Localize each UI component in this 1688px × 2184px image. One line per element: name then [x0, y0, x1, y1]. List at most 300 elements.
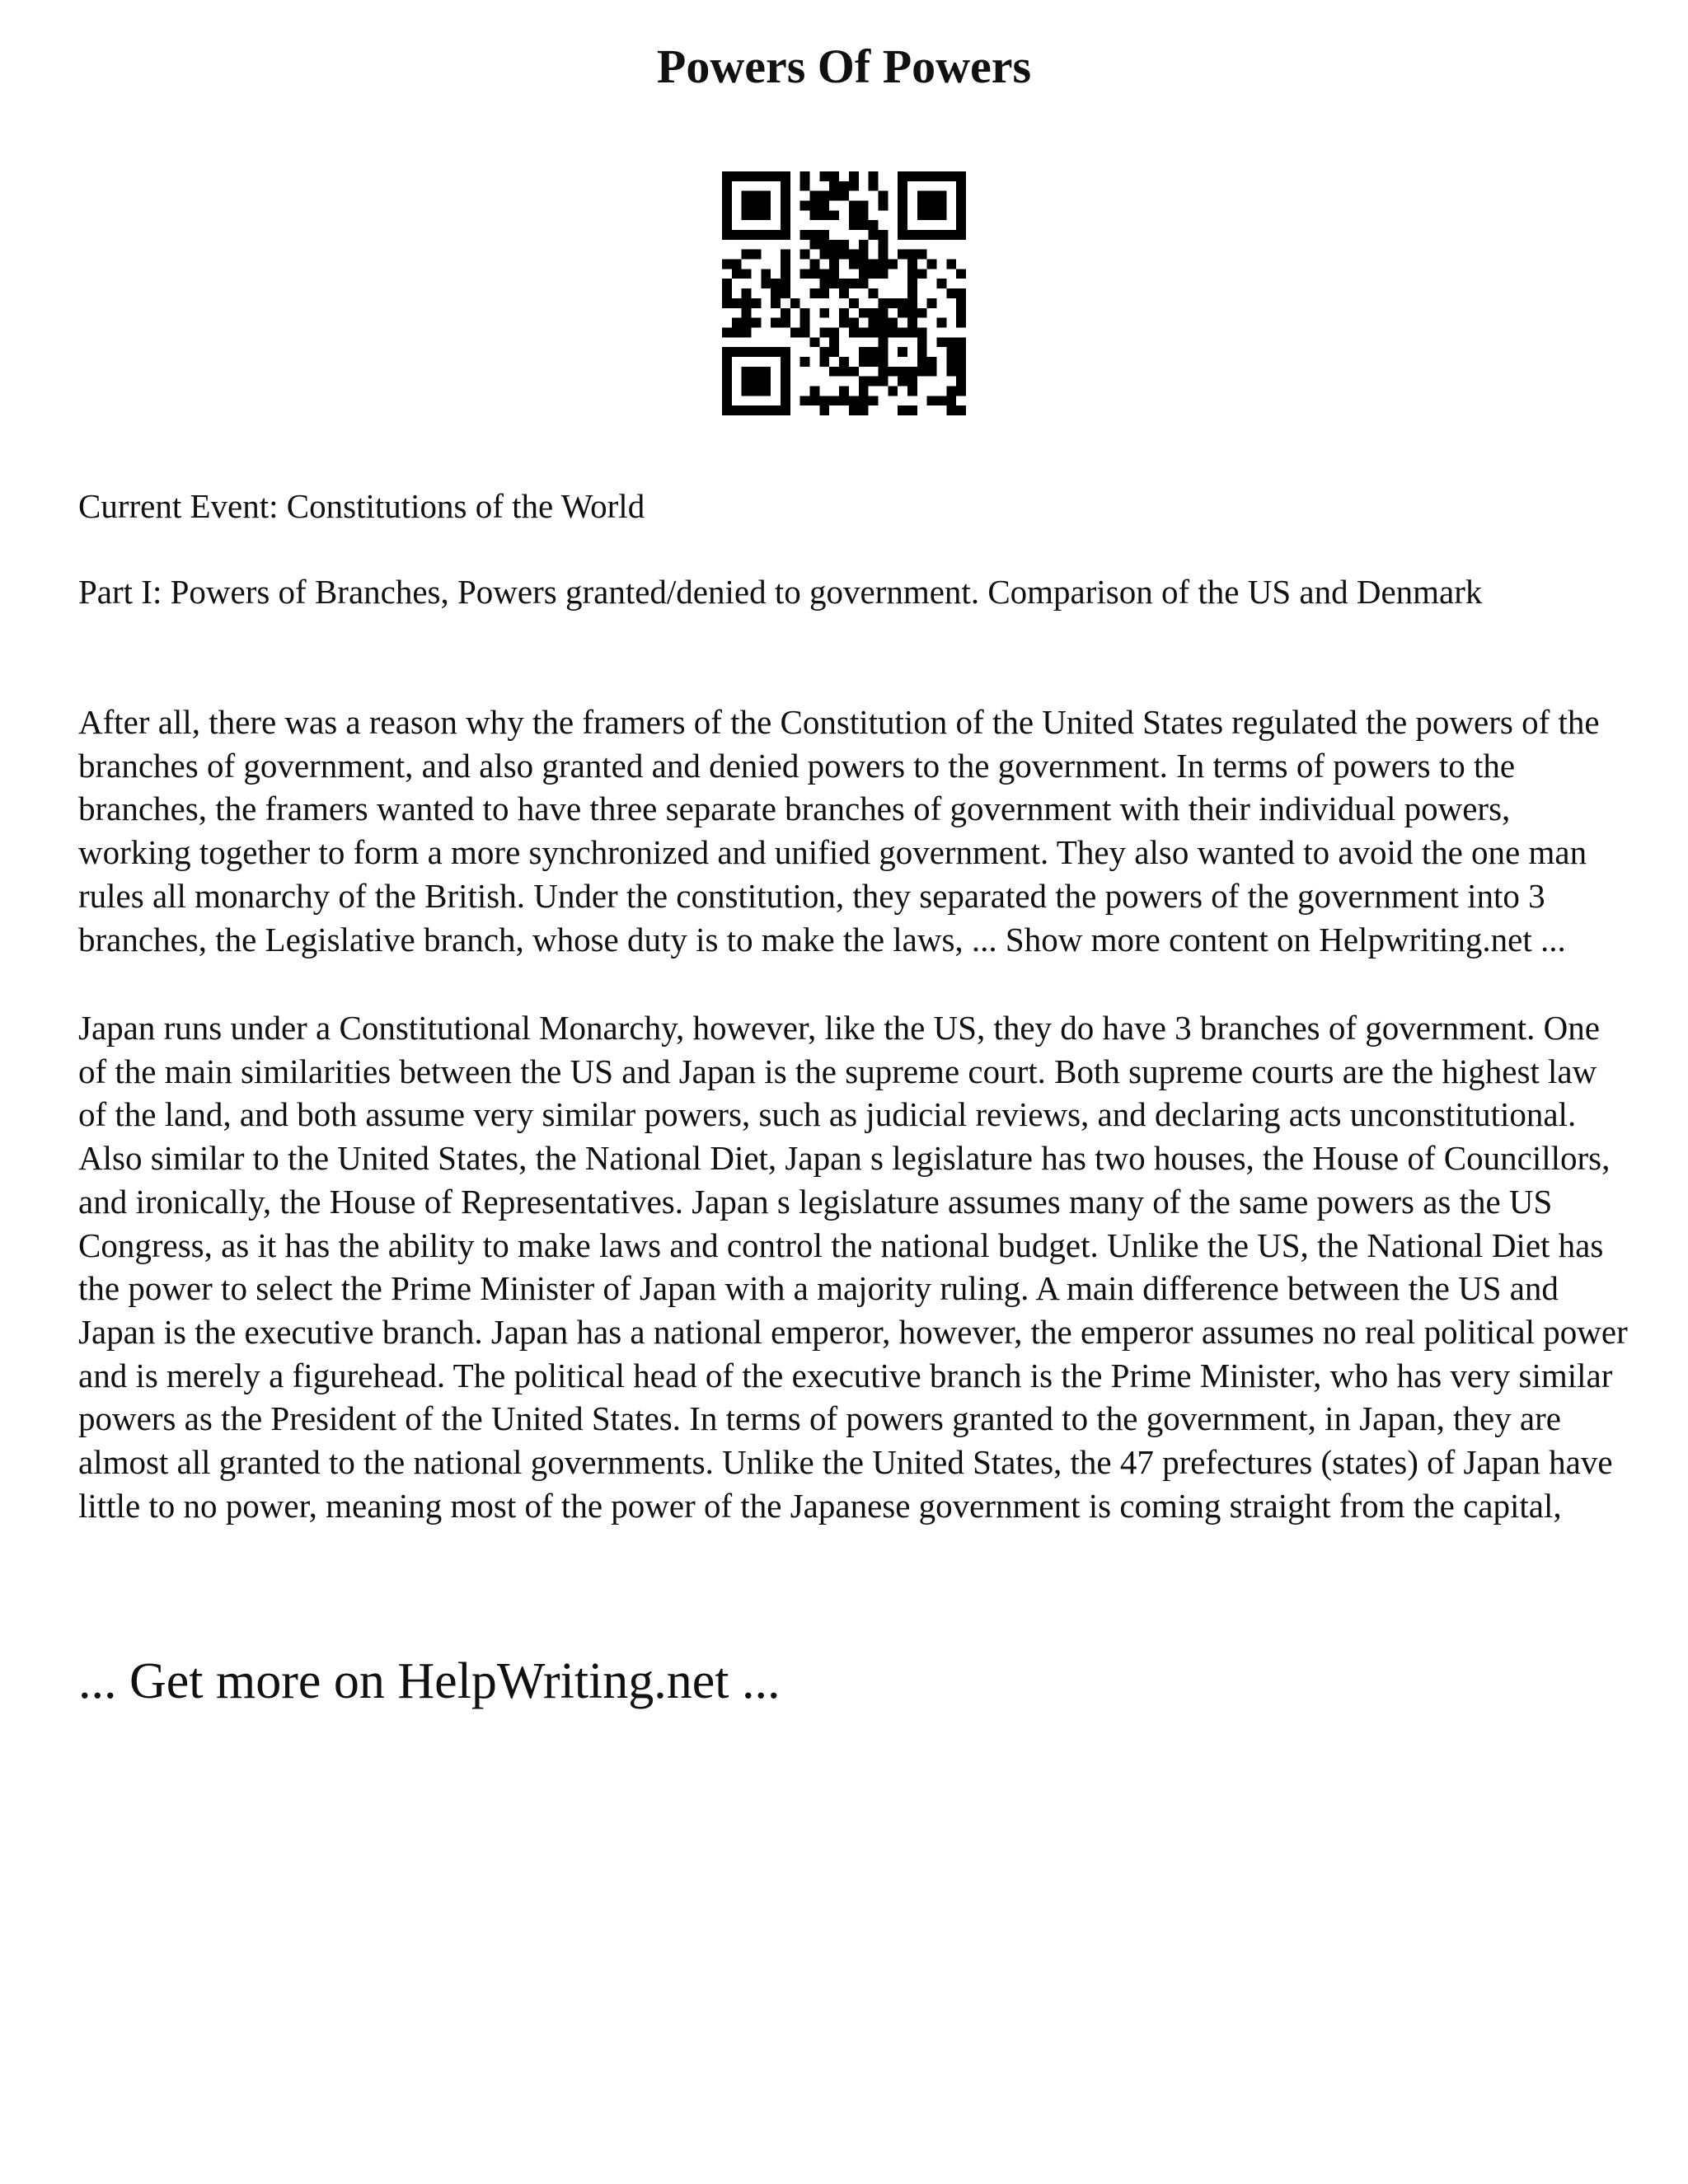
qr-module — [907, 269, 917, 279]
qr-module — [722, 288, 732, 298]
qr-module — [819, 405, 829, 415]
qr-module — [859, 269, 869, 279]
qr-module — [839, 288, 849, 298]
qr-module — [956, 171, 966, 181]
qr-module — [956, 377, 966, 387]
qr-module — [869, 220, 879, 230]
qr-module — [781, 230, 790, 240]
qr-module — [898, 405, 907, 415]
qr-module — [800, 357, 810, 367]
qr-module — [869, 288, 879, 298]
document-title: Powers Of Powers — [656, 40, 1032, 93]
qr-module — [917, 327, 927, 337]
qr-module — [781, 288, 790, 298]
qr-module — [819, 327, 829, 337]
qr-module — [761, 405, 771, 415]
qr-module — [849, 327, 859, 337]
qr-module — [829, 367, 839, 377]
qr-module — [849, 260, 859, 269]
qr-module — [946, 405, 956, 415]
qr-module — [917, 201, 927, 211]
qr-module — [907, 230, 917, 240]
qr-module — [781, 396, 790, 405]
qr-module — [859, 308, 869, 318]
qr-module — [829, 191, 839, 201]
qr-module — [761, 269, 771, 279]
qr-module — [752, 210, 762, 220]
qr-module — [888, 260, 898, 269]
qr-module — [956, 367, 966, 377]
qr-module — [869, 318, 879, 328]
qr-module — [878, 337, 888, 347]
qr-module — [849, 210, 859, 220]
qr-module — [810, 230, 820, 240]
qr-module — [839, 318, 849, 328]
qr-module — [888, 367, 898, 377]
qr-module — [869, 396, 879, 405]
qr-module — [761, 347, 771, 357]
qr-module — [752, 230, 762, 240]
qr-module — [761, 171, 771, 181]
qr-module — [742, 386, 752, 396]
qr-module — [849, 318, 859, 328]
qr-module — [829, 171, 839, 181]
qr-module — [869, 347, 879, 357]
qr-module — [829, 327, 839, 337]
qr-module — [946, 396, 956, 405]
qr-module — [946, 260, 956, 269]
qr-module — [878, 308, 888, 318]
qr-module — [742, 377, 752, 387]
qr-module — [898, 201, 907, 211]
qr-module — [878, 230, 888, 240]
qr-module — [869, 357, 879, 367]
qr-module — [722, 405, 732, 415]
qr-module — [878, 260, 888, 269]
qr-module — [849, 405, 859, 415]
qr-module — [869, 181, 879, 191]
qr-module — [819, 240, 829, 250]
qr-module — [839, 279, 849, 288]
qr-module — [810, 191, 820, 201]
qr-module — [936, 318, 946, 328]
qr-module — [936, 279, 946, 288]
qr-module — [907, 308, 917, 318]
qr-module — [898, 347, 907, 357]
qr-module — [752, 298, 762, 308]
qr-module — [829, 240, 839, 250]
qr-module — [829, 396, 839, 405]
qr-module — [927, 260, 937, 269]
qr-module — [859, 405, 869, 415]
qr-module — [732, 318, 742, 328]
qr-module — [907, 327, 917, 337]
qr-module — [888, 327, 898, 337]
qr-module — [956, 347, 966, 357]
qr-module — [771, 347, 781, 357]
qr-module — [898, 181, 907, 191]
qr-module — [859, 386, 869, 396]
qr-module — [878, 367, 888, 377]
qr-module — [956, 230, 966, 240]
qr-module — [800, 201, 810, 211]
qr-module — [771, 171, 781, 181]
qr-module — [761, 367, 771, 377]
qr-module — [917, 347, 927, 357]
qr-module — [859, 220, 869, 230]
qr-module — [869, 308, 879, 318]
qr-module — [722, 230, 732, 240]
qr-module — [898, 327, 907, 337]
qr-module — [927, 191, 937, 201]
qr-module — [761, 210, 771, 220]
qr-module — [936, 171, 946, 181]
qr-module — [956, 201, 966, 211]
qr-module — [781, 279, 790, 288]
qr-module — [781, 260, 790, 269]
qr-module — [878, 250, 888, 260]
qr-module — [878, 191, 888, 201]
qr-module — [722, 210, 732, 220]
qr-module — [859, 377, 869, 387]
qr-module — [917, 308, 927, 318]
qr-module — [946, 230, 956, 240]
body-paragraph-1: After all, there was a reason why the framers of the Constitution of the United States regulated the powers of the branches of government, and also granted and denied powers to the government. In terms of powers to the branches, the framers wanted to have three separate branches of government with their individual powers, working together to form a more synchronized and unified government. They also wanted to avoid the one man rules all monarchy of the British. Under the constitution, they separated the powers of the government into 3 branches, the Legislative branch, whose duty is to make the laws, ... Show more content on Helpwriting.net ... — [78, 703, 1600, 958]
qr-module — [800, 327, 810, 337]
qr-module — [742, 191, 752, 201]
qr-module — [907, 367, 917, 377]
qr-module — [956, 298, 966, 308]
qr-module — [742, 230, 752, 240]
qr-module — [781, 357, 790, 367]
qr-module — [761, 230, 771, 240]
qr-module — [849, 220, 859, 230]
qr-module — [722, 260, 732, 269]
qr-module — [927, 230, 937, 240]
qr-module — [722, 367, 732, 377]
qr-module — [956, 308, 966, 318]
qr-module — [819, 396, 829, 405]
qr-module — [752, 201, 762, 211]
qr-module — [898, 298, 907, 308]
qr-module — [849, 298, 859, 308]
qr-module — [859, 240, 869, 250]
qr-module — [859, 250, 869, 260]
qr-module — [752, 377, 762, 387]
part-heading: Part I: Powers of Branches, Powers granted/denied to government. Comparison of the US and Denmark — [78, 573, 1483, 611]
qr-module — [722, 201, 732, 211]
get-more-link[interactable]: ... Get more on HelpWriting.net ... — [78, 1653, 781, 1709]
qr-module — [917, 230, 927, 240]
qr-module — [859, 210, 869, 220]
qr-module — [927, 210, 937, 220]
qr-module — [781, 171, 790, 181]
qr-module — [810, 210, 820, 220]
qr-module — [839, 357, 849, 367]
qr-module — [956, 191, 966, 201]
qr-module — [839, 308, 849, 318]
qr-module — [722, 327, 732, 337]
qr-module — [849, 201, 859, 211]
qr-module — [859, 347, 869, 357]
qr-module — [732, 171, 742, 181]
qr-module — [898, 191, 907, 201]
qr-module — [907, 260, 917, 269]
qr-module — [869, 171, 879, 181]
qr-module — [829, 181, 839, 191]
qr-module — [849, 250, 859, 260]
qr-module — [869, 327, 879, 337]
qr-module — [732, 405, 742, 415]
qr-module — [956, 357, 966, 367]
qr-module — [927, 298, 937, 308]
qr-module — [898, 308, 907, 318]
qr-module — [907, 298, 917, 308]
qr-module — [810, 201, 820, 211]
qr-module — [781, 367, 790, 377]
qr-module — [946, 347, 956, 357]
qr-module — [907, 318, 917, 328]
qr-module — [936, 396, 946, 405]
qr-module — [878, 298, 888, 308]
qr-module — [829, 279, 839, 288]
qr-module — [819, 230, 829, 240]
qr-module — [869, 260, 879, 269]
qr-module — [878, 318, 888, 328]
qr-module — [907, 250, 917, 260]
qr-module — [927, 171, 937, 181]
qr-module — [742, 347, 752, 357]
qr-module — [839, 191, 849, 201]
qr-module — [917, 269, 927, 279]
qr-module — [819, 308, 829, 318]
qr-module — [888, 298, 898, 308]
qr-module — [790, 327, 800, 337]
qr-module — [956, 210, 966, 220]
qr-module — [946, 386, 956, 396]
qr-module — [732, 269, 742, 279]
qr-module — [878, 327, 888, 337]
qr-module — [761, 191, 771, 201]
qr-module — [829, 260, 839, 269]
qr-module — [839, 396, 849, 405]
qr-module — [781, 210, 790, 220]
qr-module — [742, 318, 752, 328]
qr-module — [956, 405, 966, 415]
qr-module — [722, 220, 732, 230]
qr-module — [927, 396, 937, 405]
qr-module — [781, 405, 790, 415]
qr-module — [742, 201, 752, 211]
qr-module — [800, 396, 810, 405]
qr-module — [742, 269, 752, 279]
qr-module — [898, 377, 907, 387]
qr-module — [917, 337, 927, 347]
qr-module — [742, 405, 752, 415]
qr-module — [742, 250, 752, 260]
qr-module — [790, 298, 800, 308]
qr-module — [936, 337, 946, 347]
qr-module — [781, 269, 790, 279]
qr-module — [781, 220, 790, 230]
qr-module — [800, 269, 810, 279]
qr-module — [722, 347, 732, 357]
qr-module — [810, 288, 820, 298]
qr-module — [819, 171, 829, 181]
qr-code-icon[interactable] — [722, 171, 966, 415]
qr-module — [956, 269, 966, 279]
qr-module — [946, 171, 956, 181]
qr-module — [898, 230, 907, 240]
qr-module — [800, 308, 810, 318]
qr-module — [771, 298, 781, 308]
qr-module — [819, 201, 829, 211]
qr-module — [839, 386, 849, 396]
qr-module — [878, 269, 888, 279]
qr-module — [878, 357, 888, 367]
qr-module — [781, 347, 790, 357]
qr-module — [722, 171, 732, 181]
qr-module — [917, 210, 927, 220]
qr-module — [761, 201, 771, 211]
qr-module — [907, 171, 917, 181]
qr-module — [771, 230, 781, 240]
qr-module — [752, 405, 762, 415]
qr-module — [849, 171, 859, 181]
qr-module — [761, 386, 771, 396]
qr-code-graphic — [722, 171, 966, 415]
qr-module — [800, 230, 810, 240]
qr-module — [849, 279, 859, 288]
qr-module — [907, 405, 917, 415]
qr-module — [829, 269, 839, 279]
qr-module — [722, 298, 732, 308]
qr-module — [917, 250, 927, 260]
qr-module — [917, 367, 927, 377]
qr-module — [956, 220, 966, 230]
qr-module — [927, 367, 937, 377]
qr-module — [732, 230, 742, 240]
qr-module — [781, 377, 790, 387]
qr-module — [819, 347, 829, 357]
qr-module — [888, 318, 898, 328]
qr-module — [819, 279, 829, 288]
qr-module — [722, 357, 732, 367]
qr-module — [771, 405, 781, 415]
qr-module — [810, 396, 820, 405]
qr-module — [742, 210, 752, 220]
qr-module — [819, 357, 829, 367]
qr-module — [829, 347, 839, 357]
qr-module — [771, 318, 781, 328]
qr-module — [781, 181, 790, 191]
qr-module — [936, 230, 946, 240]
qr-module — [742, 367, 752, 377]
qr-module — [752, 171, 762, 181]
qr-module — [829, 210, 839, 220]
qr-module — [849, 181, 859, 191]
qr-module — [800, 250, 810, 260]
qr-module — [946, 357, 956, 367]
qr-module — [752, 318, 762, 328]
qr-module — [752, 191, 762, 201]
qr-module — [819, 288, 829, 298]
qr-module — [946, 337, 956, 347]
qr-module — [927, 201, 937, 211]
qr-module — [722, 279, 732, 288]
qr-module — [859, 260, 869, 269]
qr-module — [878, 240, 888, 250]
qr-module — [742, 308, 752, 318]
qr-module — [898, 171, 907, 181]
qr-module — [819, 250, 829, 260]
qr-module — [742, 288, 752, 298]
qr-module — [810, 269, 820, 279]
qr-module — [771, 279, 781, 288]
qr-module — [869, 269, 879, 279]
qr-module — [898, 220, 907, 230]
qr-module — [819, 210, 829, 220]
qr-module — [907, 386, 917, 396]
qr-module — [956, 288, 966, 298]
qr-module — [839, 250, 849, 260]
qr-module — [898, 250, 907, 260]
qr-module — [859, 201, 869, 211]
qr-module — [732, 327, 742, 337]
qr-module — [742, 298, 752, 308]
qr-module — [956, 337, 966, 347]
qr-module — [819, 191, 829, 201]
qr-module — [936, 210, 946, 220]
qr-module — [781, 201, 790, 211]
qr-module — [781, 250, 790, 260]
qr-module — [810, 337, 820, 347]
qr-module — [869, 230, 879, 240]
qr-module — [839, 240, 849, 250]
qr-module — [956, 181, 966, 191]
qr-module — [898, 210, 907, 220]
qr-module — [771, 288, 781, 298]
qr-module — [878, 347, 888, 357]
qr-module — [946, 367, 956, 377]
qr-module — [781, 318, 790, 328]
qr-module — [907, 288, 917, 298]
qr-module — [878, 377, 888, 387]
qr-module — [829, 337, 839, 347]
qr-module — [849, 367, 859, 377]
qr-module — [732, 260, 742, 269]
qr-module — [859, 396, 869, 405]
qr-module — [722, 377, 732, 387]
qr-module — [859, 327, 869, 337]
qr-module — [722, 396, 732, 405]
qr-module — [742, 171, 752, 181]
qr-module — [839, 181, 849, 191]
qr-module — [849, 396, 859, 405]
qr-module — [917, 171, 927, 181]
qr-module — [917, 191, 927, 201]
qr-module — [956, 318, 966, 328]
qr-module — [781, 386, 790, 396]
qr-module — [800, 181, 810, 191]
qr-module — [839, 367, 849, 377]
qr-module — [732, 298, 742, 308]
qr-module — [742, 327, 752, 337]
qr-module — [946, 288, 956, 298]
qr-module — [761, 279, 771, 288]
qr-module — [761, 377, 771, 387]
qr-module — [781, 308, 790, 318]
